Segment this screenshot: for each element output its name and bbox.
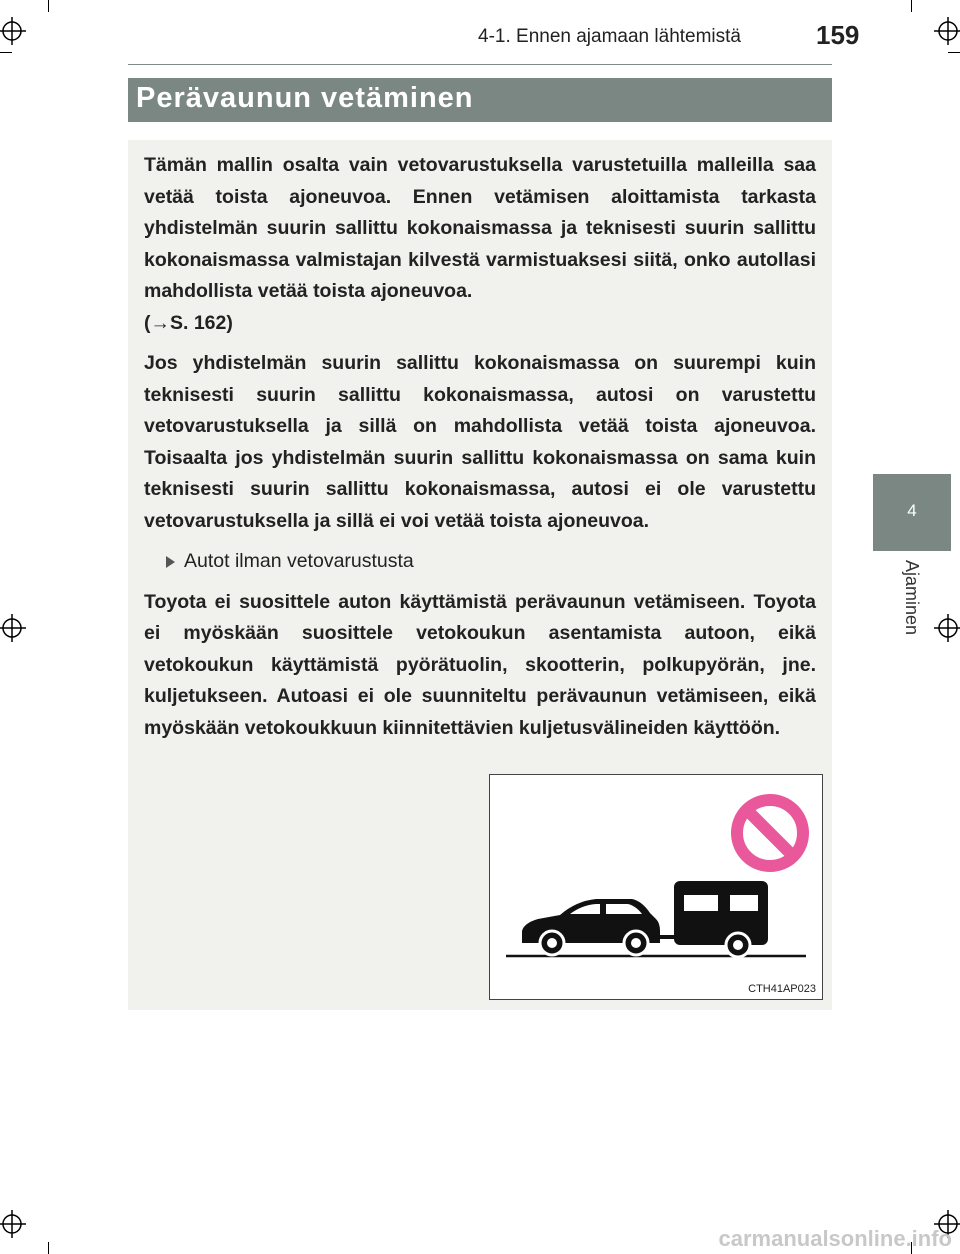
chapter-tab bbox=[873, 474, 951, 551]
page-number: 159 bbox=[816, 20, 860, 50]
car-icon bbox=[522, 899, 676, 955]
section-heading: 4-1. Ennen ajamaan lähtemistä bbox=[478, 26, 741, 47]
registration-mark-bottom-left bbox=[0, 1210, 26, 1238]
registration-mark-top-right bbox=[934, 17, 960, 45]
bullet-item bbox=[144, 546, 816, 578]
body-text bbox=[144, 150, 816, 753]
trailer-icon bbox=[674, 881, 768, 957]
car-towing-trailer-illustration bbox=[490, 775, 822, 999]
chapter-label-container bbox=[873, 560, 951, 650]
paragraph: Toyota ei suosittele auton käyttämistä perävaunun vetämiseen. Toyota ei myöskään suosittele vetokoukun asentamista autoon, eikä vetokoukun käyttämistä pyörätuolin, skootterin, polkupyörän, jne. kuljetukseen. Autoasi ei ole suunniteltu perävaunun vetämiseen, eikä myöskään vetokoukkuun kiinnitettävien kuljetusvälineiden käyttöön. bbox=[144, 590, 816, 739]
watermark: carmanualsonline.info bbox=[718, 1226, 952, 1251]
bullet-text: Autot ilman vetovarustusta bbox=[184, 550, 414, 572]
paragraph-text: Tämän mallin osalta vain vetovarustuksella varustetuilla malleilla saa vetää toista ajoneuvoa. Ennen vetämisen aloittamista tarkasta yhdistelmän suurin sallittu kokonaismassa ja teknisesti suurin sallittu kokonaismassa valmistajan kilvestä varmistuaksesi siitä, onko autollasi mahdollista vetää toista ajoneuvoa. bbox=[144, 154, 816, 302]
triangle-bullet-icon bbox=[166, 556, 175, 568]
crop-line bbox=[948, 52, 960, 53]
paragraph bbox=[144, 150, 816, 339]
crop-line bbox=[48, 0, 49, 12]
title-bar bbox=[128, 78, 832, 122]
paragraph: Jos yhdistelmän suurin sallittu kokonaismassa on suurempi kuin teknisesti suurin sallittu kokonaismassa, autosi on varustettu vetovarustuksella ja sillä on mahdollista vetää toista ajoneuvoa. Toisaalta jos yhdistelmän suurin sallittu kokonaismassa on sama kuin teknisesti suurin sallittu kokonaismassa, autosi ei ole varustettu vetovarustuksella ja sillä ei voi vetää toista ajoneuvoa. bbox=[144, 352, 816, 532]
crop-line bbox=[48, 1242, 49, 1254]
crop-line bbox=[911, 0, 912, 12]
crop-line bbox=[0, 52, 12, 53]
chapter-number: 4 bbox=[907, 501, 917, 520]
no-towing-prohibition-icon bbox=[737, 800, 803, 866]
page-title: Perävaunun vetäminen bbox=[136, 82, 474, 114]
registration-mark-mid-left bbox=[0, 614, 26, 642]
illustration bbox=[489, 774, 823, 1000]
chapter-label: Ajaminen bbox=[902, 560, 922, 636]
illustration-code: CTH41AP023 bbox=[748, 983, 816, 995]
page-reference: (→S. 162) bbox=[144, 311, 233, 334]
header-divider bbox=[128, 64, 832, 65]
registration-mark-top-left bbox=[0, 17, 26, 45]
